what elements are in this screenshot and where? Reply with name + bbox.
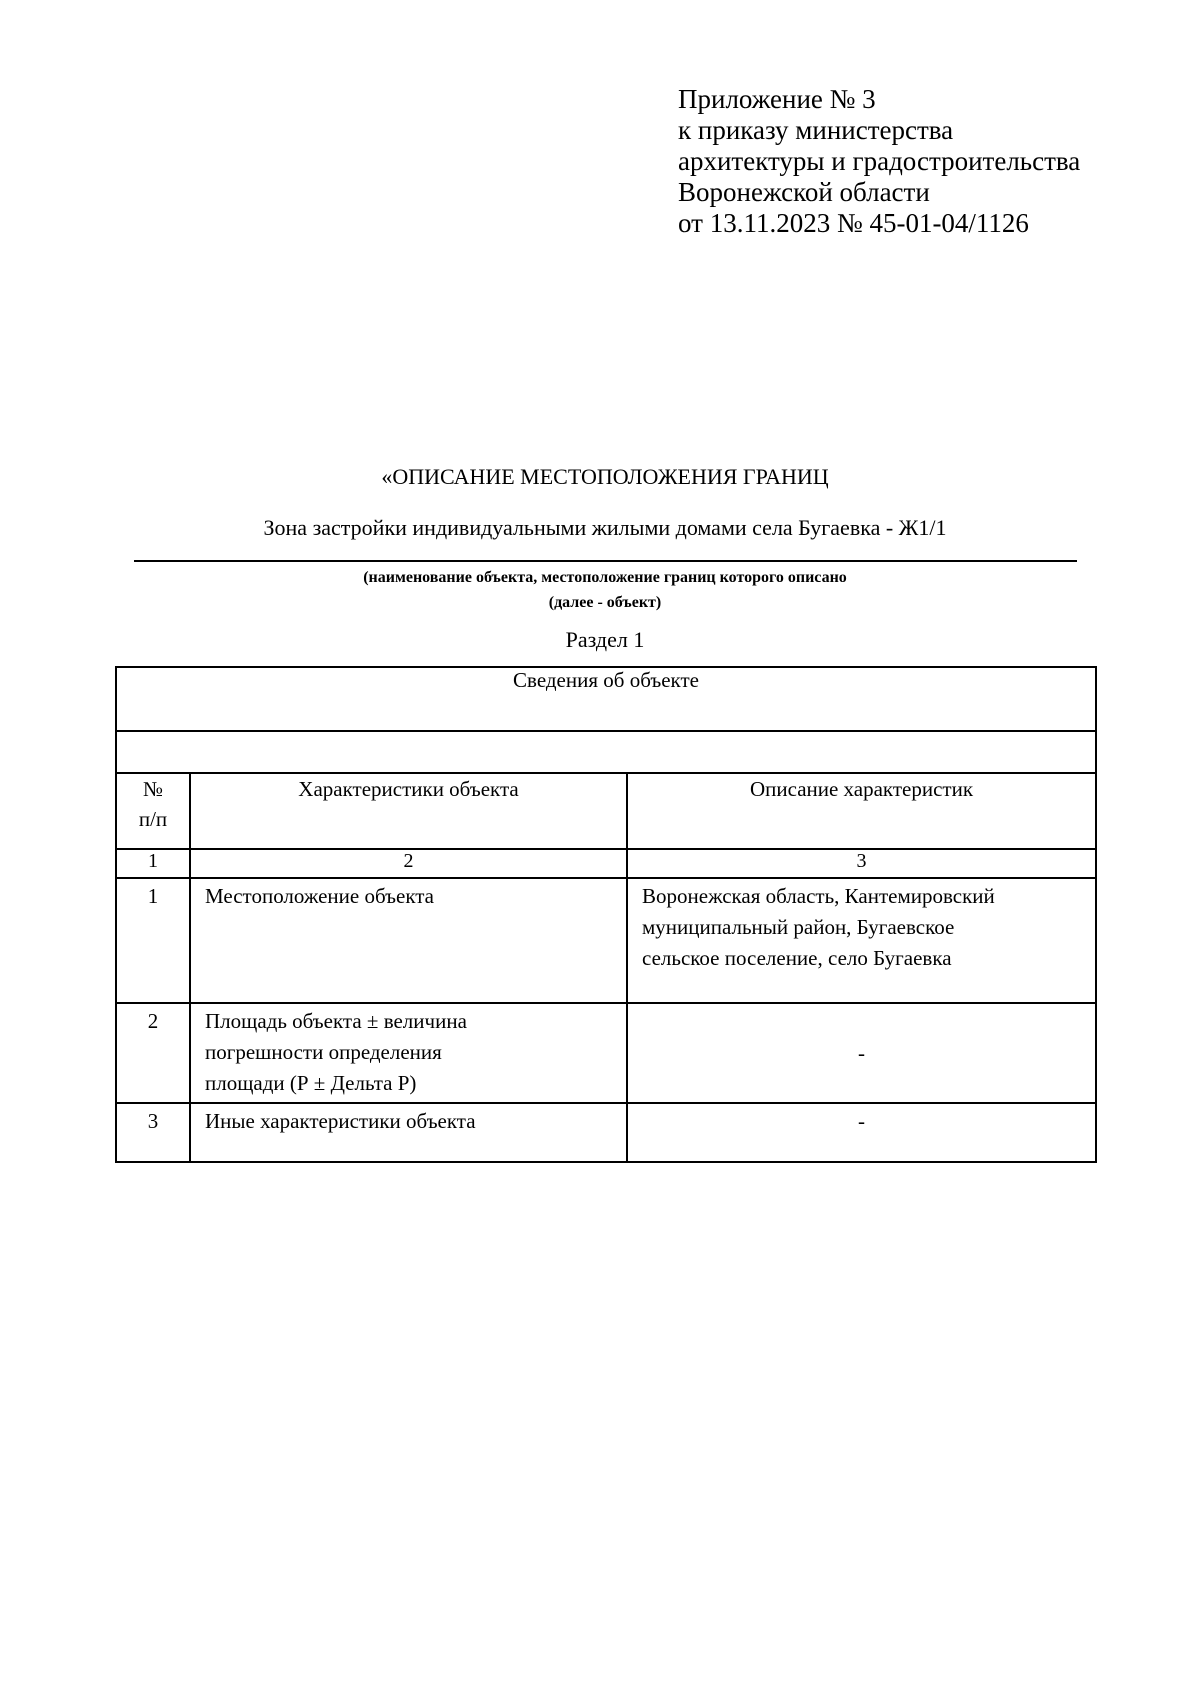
row-description-line: сельское поселение, село Бугаевка bbox=[642, 946, 952, 970]
appendix-line-1: Приложение № 3 bbox=[678, 84, 876, 114]
column-header-num bbox=[116, 773, 190, 849]
table-empty-cell bbox=[116, 731, 1096, 773]
table-row bbox=[116, 1003, 1096, 1103]
row-characteristic: Местоположение объекта bbox=[190, 878, 627, 1003]
appendix-line-4: Воронежской области bbox=[678, 177, 930, 207]
column-number-3: 3 bbox=[627, 849, 1096, 878]
table-row bbox=[116, 878, 1096, 1003]
column-numbers-row bbox=[116, 849, 1096, 878]
column-header-characteristics: Характеристики объекта bbox=[190, 773, 627, 849]
row-characteristic-line: Площадь объекта ± величина bbox=[205, 1009, 467, 1033]
table-empty-row bbox=[116, 731, 1096, 773]
row-characteristic-line: площади (Р ± Дельта Р) bbox=[205, 1071, 417, 1095]
column-header-num-line-2: п/п bbox=[138, 807, 168, 831]
table-header-row bbox=[116, 667, 1096, 731]
appendix-line-2: к приказу министерства bbox=[678, 115, 954, 145]
column-number-1: 1 bbox=[116, 849, 190, 878]
column-header-num-line-1: № bbox=[142, 777, 164, 801]
row-characteristic-line: погрешности определения bbox=[205, 1040, 442, 1064]
appendix-block bbox=[678, 84, 1080, 239]
row-num: 1 bbox=[116, 878, 190, 1003]
row-characteristic: Иные характеристики объекта bbox=[190, 1103, 627, 1162]
row-num: 2 bbox=[116, 1003, 190, 1103]
row-description bbox=[627, 878, 1096, 1003]
row-characteristic bbox=[190, 1003, 627, 1103]
object-name-underline bbox=[134, 560, 1077, 562]
section-title: Раздел 1 bbox=[565, 627, 645, 652]
column-number-2: 2 bbox=[190, 849, 627, 878]
row-description-line: Воронежская область, Кантемировский bbox=[642, 884, 995, 908]
row-description-line: муниципальный район, Бугаевское bbox=[642, 915, 955, 939]
table-row bbox=[116, 1103, 1096, 1162]
caption-line-1: (наименование объекта, местоположение границ которого описано bbox=[363, 569, 847, 586]
object-info-table bbox=[115, 666, 1097, 1163]
document-title: «ОПИСАНИЕ МЕСТОПОЛОЖЕНИЯ ГРАНИЦ bbox=[381, 464, 829, 489]
row-num: 3 bbox=[116, 1103, 190, 1162]
appendix-line-3: архитектуры и градостроительства bbox=[678, 146, 1081, 176]
appendix-line-5: от 13.11.2023 № 45-01-04/1126 bbox=[678, 208, 1029, 238]
row-description: - bbox=[627, 1003, 1096, 1103]
object-name-caption bbox=[0, 565, 1200, 615]
table-header: Сведения об объекте bbox=[116, 667, 1096, 731]
column-headers-row bbox=[116, 773, 1096, 849]
object-name: Зона застройки индивидуальными жилыми домами села Бугаевка - Ж1/1 bbox=[263, 515, 947, 540]
column-header-description: Описание характеристик bbox=[627, 773, 1096, 849]
row-description: - bbox=[627, 1103, 1096, 1162]
caption-line-2: (далее - объект) bbox=[548, 594, 662, 611]
